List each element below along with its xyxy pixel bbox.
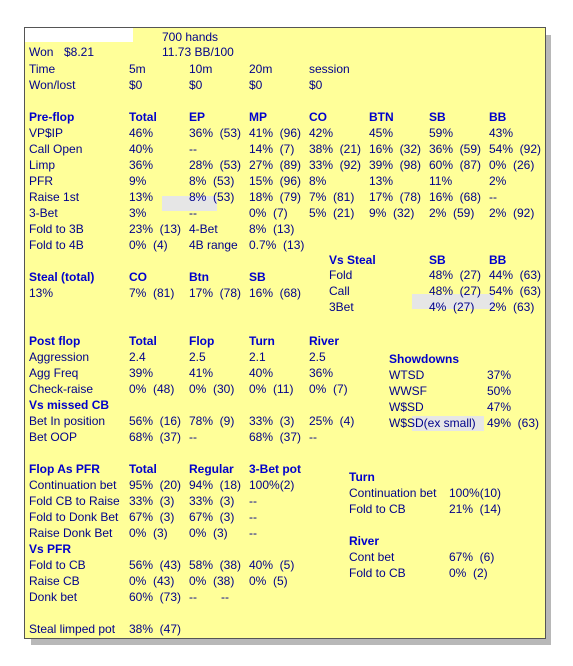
flop-pfr-cell: 0% (3) [189,526,228,540]
steal-header: Steal (total) [29,270,95,284]
steal-header: CO [129,270,147,284]
won-value: $8.21 [64,45,95,59]
preflop-cell: 16% (68) [429,190,482,204]
preflop-cell: Raise 1st [29,190,80,204]
preflop-header: Total [129,110,157,124]
preflop-cell: 4B range [189,238,238,252]
preflop-cell: 13% [369,174,394,188]
flop-pfr-cell: -- [249,526,257,540]
time-label: Time [29,62,56,76]
preflop-cell: VP$IP [29,126,64,140]
preflop-cell: -- [189,206,197,220]
steal-header: SB [249,270,266,284]
preflop-header: Pre-flop [29,110,75,124]
time-col-value: $0 [309,78,323,92]
postflop-cell: 2.1 [249,350,266,364]
preflop-cell: 38% (21) [309,142,362,156]
preflop-cell: 33% (92) [309,158,362,172]
flop-pfr-cell: 67% (3) [189,510,235,524]
postflop-cell: Aggression [29,350,90,364]
preflop-header: BB [489,110,507,124]
time-col-value: $0 [129,78,143,92]
postflop-cell: 39% [129,366,154,380]
flop-pfr-cell: Fold CB to Raise [29,494,120,508]
postflop-cell: 2.4 [129,350,146,364]
vs-pfr-cell: 0% (5) [249,574,288,588]
won-label: Won [29,45,54,59]
vs-pfr-cell: Raise CB [29,574,80,588]
vs-steal-label: Call [329,284,350,298]
preflop-cell: 13% [129,190,154,204]
vs-steal-value: 4% (27) [429,300,475,314]
postflop-cell: 0% (11) [249,382,294,396]
preflop-cell: 5% (21) [309,206,355,220]
preflop-cell: 9% [129,174,147,188]
preflop-cell: 3% [129,206,147,220]
postflop-cell: Check-raise [29,382,94,396]
river-label: Cont bet [349,550,395,564]
flop-pfr-cell: 67% (3) [129,510,175,524]
steal-header: Btn [189,270,209,284]
flop-pfr-header: Flop As PFR [29,462,100,476]
preflop-cell: PFR [29,174,53,188]
preflop-cell: 0.7% (13) [249,238,305,252]
vs-pfr-cell: Donk bet [29,590,78,604]
vs-pfr-cell: 0% (43) [129,574,175,588]
flop-pfr-cell: Continuation bet [29,478,117,492]
preflop-cell: 14% (7) [249,142,295,156]
preflop-cell: 9% (32) [369,206,415,220]
time-col-header: 20m [249,62,273,76]
vs-pfr-cell: 56% (43) [129,558,182,572]
vs-steal-value: 44% (63) [489,268,542,282]
preflop-cell: 3-Bet [29,206,58,220]
flop-pfr-cell: 33% (3) [129,494,175,508]
preflop-cell: 59% [429,126,454,140]
postflop-cell: 2.5 [189,350,206,364]
showdown-label: W$SD(ex small) [389,416,476,430]
time-col-header: 5m [129,62,146,76]
postflop-cell: 2.5 [309,350,326,364]
flop-pfr-cell: 0% (3) [129,526,168,540]
missed-cb-title: Vs missed CB [29,398,110,412]
preflop-cell: 36% (53) [189,126,242,140]
missed-cb-cell: 25% (4) [309,414,355,428]
turn-title: Turn [349,470,375,484]
preflop-cell: 54% (92) [489,142,542,156]
preflop-cell: 0% (26) [489,158,535,172]
vs-pfr-title: Vs PFR [29,542,72,556]
turn-value: 21% (14) [449,502,502,516]
preflop-header: SB [429,110,446,124]
turn-label: Fold to CB [349,502,406,516]
preflop-cell: 60% (87) [429,158,482,172]
preflop-cell: 8% [309,174,327,188]
postflop-header: Turn [249,334,275,348]
preflop-cell: -- [189,142,197,156]
preflop-cell: 40% [129,142,154,156]
showdown-label: WWSF [389,384,427,398]
wonlost-label: Won/lost [29,78,76,92]
postflop-cell: 41% [189,366,214,380]
showdown-value: 47% [487,400,512,414]
flop-pfr-cell: Fold to Donk Bet [29,510,119,524]
preflop-cell: 15% (96) [249,174,302,188]
vs-pfr-cell: 58% (38) [189,558,242,572]
missed-cb-cell: -- [309,430,317,444]
preflop-cell: 18% (79) [249,190,302,204]
preflop-header: EP [189,110,206,124]
preflop-cell: -- [489,190,497,204]
time-col-value: $0 [189,78,203,92]
preflop-cell: 36% [129,158,154,172]
steal-value: 16% (68) [249,286,302,300]
preflop-cell: 0% (4) [129,238,168,252]
steal-value: 13% [29,286,54,300]
preflop-cell: 46% [129,126,154,140]
vs-steal-label: Fold [329,268,353,282]
bb100-value: 11.73 BB/100 [162,45,234,59]
steal-value: 17% (78) [189,286,242,300]
redacted-player-name [25,28,133,42]
missed-cb-cell: Bet In position [29,414,106,428]
preflop-cell: 2% (92) [489,206,535,220]
postflop-header: Post flop [29,334,81,348]
postflop-cell: 0% (30) [189,382,235,396]
preflop-cell: Limp [29,158,56,172]
preflop-cell: 8% (13) [249,222,295,236]
missed-cb-cell: 33% (3) [249,414,295,428]
preflop-header: CO [309,110,327,124]
steal-limped-label: Steal limped pot [29,622,116,636]
preflop-cell: 41% (96) [249,126,302,140]
vs-steal-value: 48% (27) [429,284,482,298]
preflop-cell: 4-Bet [189,222,218,236]
showdown-label: W$SD [389,400,424,414]
flop-pfr-header: Total [129,462,157,476]
stats-panel [24,27,546,639]
preflop-cell: 28% (53) [189,158,242,172]
flop-pfr-cell: 95% (20) [129,478,182,492]
preflop-cell: 27% (89) [249,158,302,172]
river-title: River [349,534,380,548]
steal-value: 7% (81) [129,286,175,300]
preflop-cell: 36% (59) [429,142,482,156]
flop-pfr-header: 3-Bet pot [249,462,301,476]
postflop-cell: 0% (7) [309,382,348,396]
preflop-cell: 43% [489,126,514,140]
vs-pfr-cell: 60% (73) [129,590,182,604]
postflop-header: Flop [189,334,215,348]
preflop-cell: 0% (7) [249,206,288,220]
preflop-cell: 2% [489,174,507,188]
vs-steal-col: BB [489,253,507,267]
postflop-cell: 40% [249,366,274,380]
vs-steal-title: Vs Steal [329,253,376,267]
preflop-cell: 16% (32) [369,142,422,156]
postflop-cell: 36% [309,366,334,380]
showdown-value: 49% (63) [487,416,540,430]
river-value: 67% (6) [449,550,495,564]
preflop-cell: 7% (81) [309,190,355,204]
preflop-header: BTN [369,110,394,124]
vs-steal-label: 3Bet [329,300,354,314]
preflop-cell: Call Open [29,142,83,156]
missed-cb-cell: 78% (9) [189,414,235,428]
vs-pfr-cell: -- [221,590,229,604]
preflop-cell: 39% (98) [369,158,422,172]
flop-pfr-cell: 33% (3) [189,494,235,508]
vs-pfr-cell: 40% (5) [249,558,295,572]
time-col-header: 10m [189,62,213,76]
postflop-cell: 0% (48) [129,382,175,396]
time-col-header: session [309,62,350,76]
preflop-cell: 23% (13) [129,222,182,236]
preflop-cell: Fold to 3B [29,222,84,236]
vs-steal-value: 54% (63) [489,284,542,298]
preflop-cell: 8% (53) [189,190,235,204]
preflop-header: MP [249,110,267,124]
missed-cb-cell: -- [189,430,197,444]
turn-label: Continuation bet [349,486,437,500]
time-col-value: $0 [249,78,263,92]
missed-cb-cell: 68% (37) [249,430,302,444]
vs-pfr-cell: -- [189,590,197,604]
showdown-value: 50% [487,384,512,398]
flop-pfr-cell: Raise Donk Bet [29,526,113,540]
showdowns-title: Showdowns [389,352,459,366]
flop-pfr-cell: -- [249,510,257,524]
missed-cb-cell: Bet OOP [29,430,78,444]
preflop-cell: 2% (59) [429,206,475,220]
river-label: Fold to CB [349,566,406,580]
flop-pfr-cell: -- [249,494,257,508]
preflop-cell: Fold to 4B [29,238,84,252]
preflop-cell: 8% (53) [189,174,235,188]
missed-cb-cell: 68% (37) [129,430,182,444]
vs-steal-col: SB [429,253,446,267]
river-value: 0% (2) [449,566,488,580]
preflop-cell: 17% (78) [369,190,422,204]
preflop-cell: 11% [429,174,453,188]
showdown-label: WTSD [389,368,425,382]
postflop-cell: Agg Freq [29,366,79,380]
showdown-value: 37% [487,368,512,382]
preflop-cell: 42% [309,126,334,140]
postflop-header: River [309,334,340,348]
postflop-header: Total [129,334,157,348]
vs-pfr-cell: Fold to CB [29,558,86,572]
steal-limped-value: 38% (47) [129,622,182,636]
vs-steal-value: 48% (27) [429,268,482,282]
flop-pfr-header: Regular [189,462,234,476]
flop-pfr-cell: 94% (18) [189,478,242,492]
preflop-cell: 45% [369,126,394,140]
missed-cb-cell: 56% (16) [129,414,182,428]
turn-value: 100%(10) [449,486,502,500]
hands-count: 700 hands [162,30,219,44]
vs-pfr-cell: 0% (38) [189,574,235,588]
flop-pfr-cell: 100%(2) [249,478,295,492]
vs-steal-value: 2% (63) [489,300,535,314]
